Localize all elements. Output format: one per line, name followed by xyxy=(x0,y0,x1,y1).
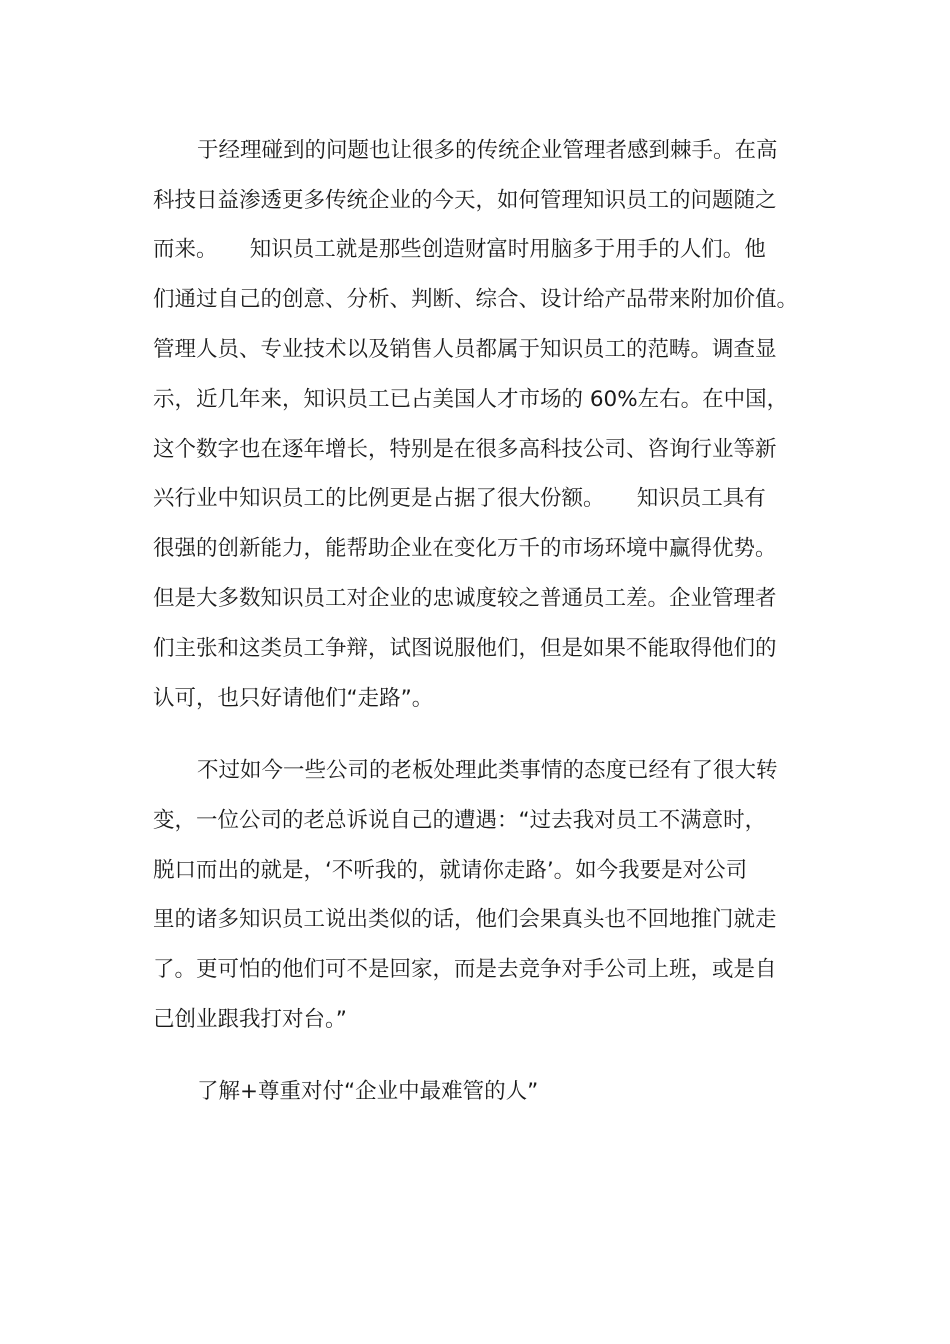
paragraph-2-line-6: 己创业跟我打对台。” xyxy=(153,1007,347,1032)
paragraph-1-line-6: 示，近几年来，知识员工已占美国人才市场的 60%左右。在中国， xyxy=(153,387,789,412)
paragraph-1-line-5: 管理人员、专业技术以及销售人员都属于知识员工的范畴。调查显 xyxy=(153,337,777,362)
paragraph-1-line-4: 们通过自己的创意、分析、判断、综合、设计给产品带来附加价值。 xyxy=(153,287,799,312)
section-heading: 了解+尊重对付“企业中最难管的人” xyxy=(197,1079,539,1104)
paragraph-1-line-3: 而来。 知识员工就是那些创造财富时用脑多于用手的人们。他 xyxy=(153,237,766,262)
paragraph-1-line-12: 认可，也只好请他们“走路”。 xyxy=(153,686,434,711)
paragraph-2-line-3: 脱口而出的就是，‘不听我的，就请你走路’。如今我要是对公司 xyxy=(153,858,748,883)
paragraph-1-line-10: 但是大多数知识员工对企业的忠诚度较之普通员工差。企业管理者 xyxy=(153,586,777,611)
paragraph-1-line-2: 科技日益渗透更多传统企业的今天，如何管理知识员工的问题随之 xyxy=(153,188,777,213)
paragraph-2-line-4: 里的诸多知识员工说出类似的话，他们会果真头也不回地推门就走 xyxy=(153,907,777,932)
paragraph-1-line-7: 这个数字也在逐年增长，特别是在很多高科技公司、咨询行业等新 xyxy=(153,437,777,462)
paragraph-1-line-8: 兴行业中知识员工的比例更是占据了很大份额。 知识员工具有 xyxy=(153,486,766,511)
paragraph-1-line-9: 很强的创新能力，能帮助企业在变化万千的市场环境中赢得优势。 xyxy=(153,536,777,561)
paragraph-2-line-5: 了。更可怕的他们可不是回家，而是去竞争对手公司上班，或是自 xyxy=(153,957,777,982)
paragraph-1-line-1: 于经理碰到的问题也让很多的传统企业管理者感到棘手。在高 xyxy=(197,138,778,163)
paragraph-2-line-2: 变，一位公司的老总诉说自己的遭遇：“过去我对员工不满意时， xyxy=(153,808,767,833)
paragraph-2-line-1: 不过如今一些公司的老板处理此类事情的态度已经有了很大转 xyxy=(197,758,778,783)
paragraph-1-line-11: 们主张和这类员工争辩，试图说服他们，但是如果不能取得他们的 xyxy=(153,636,777,661)
